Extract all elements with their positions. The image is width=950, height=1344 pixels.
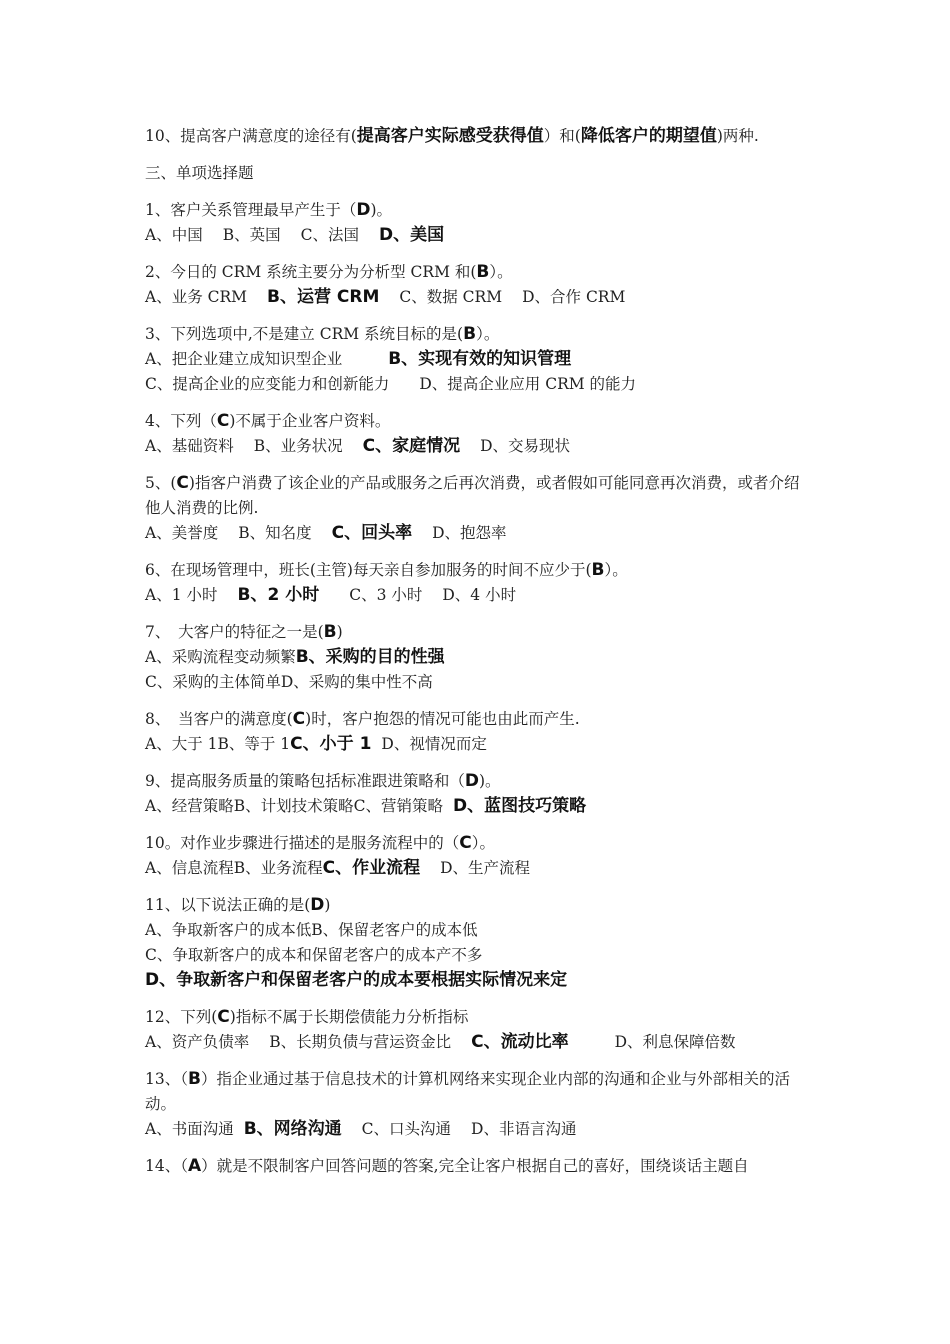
stem-text: 5、( — [145, 474, 177, 492]
stem-text: 10。对作业步骤进行描述的是服务流程中的（ — [145, 834, 460, 852]
option-c: C、采购的主体简单 — [145, 673, 281, 691]
question-stem — [145, 322, 810, 347]
option-a: A、资产负债率 — [145, 1033, 250, 1051]
question-stem — [145, 260, 810, 285]
option-c-correct: C、作业流程 — [322, 858, 421, 878]
stem-text: ）。 — [604, 561, 628, 579]
option-a: A、采购流程变动频繁 — [145, 648, 296, 666]
stem-text: 8、 当客户的满意度( — [145, 710, 293, 728]
question-11 — [145, 893, 810, 993]
stem-text: 2、今日的 CRM 系统主要分为分析型 CRM 和( — [145, 263, 477, 281]
option-b: B、业务状况 — [253, 437, 343, 455]
question-13 — [145, 1067, 810, 1142]
question-stem — [145, 558, 810, 583]
answer-letter: C — [217, 1007, 230, 1027]
answer-letter: D — [310, 895, 325, 915]
answer-letter: B — [463, 324, 477, 344]
options-line — [145, 521, 810, 546]
question-stem — [145, 1067, 810, 1117]
stem-text: 13、（ — [145, 1070, 188, 1088]
question-stem — [145, 769, 810, 794]
stem-text: ) — [336, 623, 343, 641]
stem-text: )。 — [370, 201, 393, 219]
option-b: B、知名度 — [238, 524, 312, 542]
answer-letter: B — [323, 622, 337, 642]
option-d: D、抱怨率 — [432, 524, 507, 542]
stem-text: 12、下列( — [145, 1008, 218, 1026]
question-stem — [145, 124, 810, 149]
stem-text: 11、以下说法正确的是( — [145, 896, 311, 914]
option-a: A、争取新客户的成本低 — [145, 921, 312, 939]
question-stem — [145, 1005, 810, 1030]
options-line — [145, 223, 810, 248]
stem-text: 3、下列选项中,不是建立 CRM 系统目标的是( — [145, 325, 464, 343]
options-line — [145, 794, 810, 819]
answer-letter: C — [292, 709, 306, 729]
answer-letter: D — [464, 771, 479, 791]
option-d-correct: D、争取新客户和保留老客户的成本要根据实际情况来定 — [145, 970, 568, 990]
option-b: B、长期负债与营运资金比 — [269, 1033, 452, 1051]
answer-text: 提高客户实际感受获得值 — [356, 126, 544, 146]
question-stem — [145, 707, 810, 732]
options-line — [145, 1030, 810, 1055]
question-10 — [145, 831, 810, 881]
answer-letter: B — [187, 1069, 201, 1089]
option-d: D、合作 CRM — [522, 288, 626, 306]
question-9 — [145, 769, 810, 819]
question-3 — [145, 322, 810, 397]
question-stem — [145, 471, 810, 521]
stem-text: )指标不属于长期偿债能力分析指标 — [229, 1008, 469, 1026]
question-stem — [145, 1154, 810, 1179]
options-line — [145, 732, 810, 757]
options-line — [145, 968, 810, 993]
options-line — [145, 670, 810, 695]
stem-text: )指客户消费了该企业的产品或服务之后再次消费，或者假如可能同意再次消费，或者介绍他人消费的比例. — [145, 474, 800, 517]
options-line — [145, 918, 810, 943]
question-stem — [145, 198, 810, 223]
option-b-correct: B、网络沟通 — [243, 1119, 342, 1139]
option-d-correct: D、美国 — [378, 225, 445, 245]
answer-letter: C — [459, 833, 472, 853]
options-line — [145, 372, 810, 397]
option-d: D、提高企业应用 CRM 的能力 — [419, 375, 637, 393]
options-line — [145, 943, 810, 968]
answer-letter: D — [356, 200, 371, 220]
options-line — [145, 856, 810, 881]
stem-text: 7、 大客户的特征之一是( — [145, 623, 324, 641]
option-b-correct: B、运营 CRM — [267, 287, 380, 307]
answer-letter: B — [591, 560, 605, 580]
option-b: B、计划技术策略 — [233, 797, 354, 815]
option-a: A、中国 — [145, 226, 203, 244]
question-stem — [145, 831, 810, 856]
option-d: D、采购的集中性不高 — [280, 673, 433, 691]
stem-text: ）。 — [471, 834, 495, 852]
option-b: B、业务流程 — [233, 859, 323, 877]
stem-text: 4、下列（ — [145, 412, 217, 430]
options-line — [145, 583, 810, 608]
option-c: C、争取新客户的成本和保留老客户的成本产不多 — [145, 946, 483, 964]
question-5 — [145, 471, 810, 546]
section-title — [145, 161, 810, 186]
stem-text: )不属于企业客户资料。 — [229, 412, 391, 430]
option-a: A、经营策略 — [145, 797, 234, 815]
question-stem — [145, 620, 810, 645]
stem-text: ）和( — [543, 127, 581, 145]
stem-text: ）。 — [476, 325, 500, 343]
answer-letter: C — [176, 473, 189, 493]
option-a: A、业务 CRM — [145, 288, 248, 306]
option-a: A、把企业建立成知识型企业 — [145, 350, 343, 368]
stem-text: 6、在现场管理中，班长(主管)每天亲自参加服务的时间不应少于( — [145, 561, 592, 579]
stem-text: )时，客户抱怨的情况可能也由此而产生. — [305, 710, 580, 728]
options-line — [145, 347, 810, 372]
option-d-correct: D、蓝图技巧策略 — [452, 796, 587, 816]
answer-letter: C — [216, 411, 230, 431]
option-a: A、大于 1 — [145, 735, 218, 753]
option-b-correct: B、2 小时 — [237, 585, 320, 605]
options-line — [145, 434, 810, 459]
question-6 — [145, 558, 810, 608]
option-b: B、英国 — [222, 226, 281, 244]
option-d: D、利息保障倍数 — [614, 1033, 736, 1051]
question-stem — [145, 893, 810, 918]
option-a: A、1 小时 — [145, 586, 218, 604]
section-heading: 三、单项选择题 — [145, 164, 254, 182]
option-d: D、交易现状 — [480, 437, 571, 455]
option-c: C、3 小时 — [349, 586, 423, 604]
option-d: D、非语言沟通 — [471, 1120, 577, 1138]
option-a: A、书面沟通 — [145, 1120, 234, 1138]
stem-text: ）。 — [489, 263, 513, 281]
option-b: B、保留老客户的成本低 — [311, 921, 478, 939]
option-c: C、数据 CRM — [399, 288, 503, 306]
stem-text: )。 — [479, 772, 501, 790]
answer-text: 降低客户的期望值 — [580, 126, 717, 146]
options-line — [145, 285, 810, 310]
stem-text: 14、（ — [145, 1157, 188, 1175]
option-c: C、口头沟通 — [361, 1120, 452, 1138]
question-14 — [145, 1154, 810, 1179]
option-a: A、信息流程 — [145, 859, 234, 877]
fill-question-10 — [145, 124, 810, 149]
answer-letter: A — [187, 1156, 202, 1176]
option-b-correct: B、实现有效的知识管理 — [388, 349, 572, 369]
option-d: D、4 小时 — [442, 586, 517, 604]
option-c: C、法国 — [300, 226, 359, 244]
option-c: C、提高企业的应变能力和创新能力 — [145, 375, 390, 393]
stem-text: 9、提高服务质量的策略包括标准跟进策略和（ — [145, 772, 465, 790]
option-c-correct: C、回头率 — [331, 523, 413, 543]
options-line — [145, 1117, 810, 1142]
stem-text: )两种. — [716, 127, 759, 145]
question-7 — [145, 620, 810, 695]
question-1 — [145, 198, 810, 248]
stem-text: 10、提高客户满意度的途径有( — [145, 127, 357, 145]
options-line — [145, 645, 810, 670]
option-c-correct: C、家庭情况 — [362, 436, 461, 456]
question-8 — [145, 707, 810, 757]
stem-text: ）指企业通过基于信息技术的计算机网络来实现企业内部的沟通和企业与外部相关的活动。 — [145, 1070, 790, 1113]
option-c-correct: C、流动比率 — [471, 1032, 569, 1052]
option-d: D、生产流程 — [440, 859, 531, 877]
stem-text: 1、客户关系管理最早产生于（ — [145, 201, 357, 219]
option-c-correct: C、小于 1 — [290, 734, 372, 754]
option-b-correct: B、采购的目的性强 — [295, 647, 445, 667]
question-4 — [145, 409, 810, 459]
option-a: A、基础资料 — [145, 437, 234, 455]
question-2 — [145, 260, 810, 310]
option-c: C、营销策略 — [353, 797, 443, 815]
stem-text: ) — [324, 896, 331, 914]
question-stem — [145, 409, 810, 434]
option-b: B、等于 1 — [217, 735, 291, 753]
option-a: A、美誉度 — [145, 524, 219, 542]
answer-letter: B — [476, 262, 490, 282]
option-d: D、视情况而定 — [381, 735, 487, 753]
stem-text: ）就是不限制客户回答问题的答案,完全让客户根据自己的喜好，围绕谈话主题自 — [201, 1157, 749, 1175]
question-12 — [145, 1005, 810, 1055]
